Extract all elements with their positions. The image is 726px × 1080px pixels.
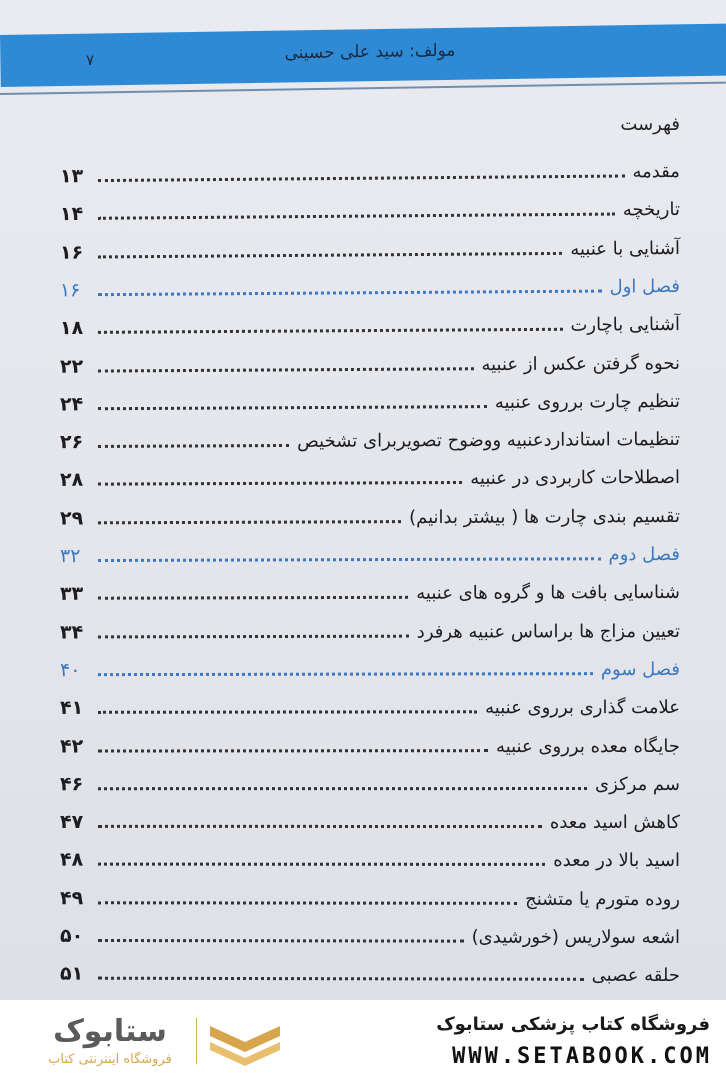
toc-entry-title: تعیین مزاج ها براساس عنبیه هرفرد bbox=[416, 620, 680, 643]
toc-page-number: ۲۲ bbox=[59, 355, 84, 378]
toc-leader-dots bbox=[98, 962, 584, 981]
toc-entry-row[interactable] bbox=[60, 869, 680, 910]
toc-leader-dots bbox=[98, 581, 408, 600]
toc-entry-title: سم مرکزی bbox=[595, 773, 680, 795]
toc-entry-title: جایگاه معده برروی عنبیه bbox=[496, 735, 680, 757]
toc-page-number: ۱۸ bbox=[59, 317, 84, 340]
toc-entry-title: تقسیم بندی چارت ها ( بیشتر بدانیم) bbox=[409, 505, 680, 528]
toc-title: فهرست bbox=[620, 114, 680, 135]
toc-entry-row[interactable] bbox=[60, 448, 680, 491]
toc-chapter-row[interactable] bbox=[60, 525, 680, 567]
toc-page-number: ۲۶ bbox=[59, 431, 84, 454]
chevron-logo-icon bbox=[208, 1022, 282, 1066]
toc-page-number: ۵۱ bbox=[60, 962, 84, 985]
toc-page-number: ۴۷ bbox=[60, 810, 84, 833]
toc-leader-dots bbox=[98, 695, 477, 714]
toc-leader-dots bbox=[98, 542, 601, 562]
toc-page-number: ۵۰ bbox=[60, 924, 84, 947]
toc-entry-title: تنظیمات استانداردعنبیه ووضوح تصویربرای تشخیص bbox=[297, 429, 680, 453]
toc-leader-dots bbox=[98, 848, 545, 866]
toc-entry-row[interactable] bbox=[60, 945, 680, 986]
toc-page-number: ۴۸ bbox=[60, 848, 84, 871]
toc-entry-title: شناسایی بافت ها و گروه های عنبیه bbox=[416, 582, 680, 605]
toc-entry-row[interactable] bbox=[60, 372, 680, 415]
toc-entry-row[interactable] bbox=[60, 334, 680, 378]
header-page-number: ۷ bbox=[85, 50, 95, 70]
toc-entry-title: تاریخچه bbox=[622, 199, 680, 221]
toc-page-number: ۳۳ bbox=[59, 583, 84, 606]
toc-page-number: ۴۲ bbox=[59, 735, 84, 758]
toc-page-number: ۲۹ bbox=[59, 507, 84, 530]
logo-divider bbox=[196, 1018, 197, 1064]
toc-entry-row[interactable] bbox=[60, 831, 680, 871]
toc-leader-dots bbox=[98, 390, 487, 410]
toc-leader-dots bbox=[98, 734, 488, 752]
toc-entry-title: فصل سوم bbox=[600, 658, 680, 681]
toc-entry-row[interactable] bbox=[60, 907, 680, 948]
toc-entry-row[interactable] bbox=[60, 563, 680, 605]
toc-leader-dots bbox=[98, 313, 563, 334]
toc-page-number: ۳۴ bbox=[59, 621, 84, 644]
toc-entry-title: آشنایی با عنبیه bbox=[570, 237, 680, 260]
toc-page-number: ۴۰ bbox=[59, 659, 81, 682]
toc-page-number: ۳۲ bbox=[59, 545, 81, 568]
toc-leader-dots bbox=[98, 159, 625, 182]
toc-entry-title: آشنایی باچارت bbox=[570, 314, 680, 336]
toc-entry-title: فصل دوم bbox=[608, 544, 680, 566]
toc-leader-dots bbox=[98, 352, 474, 372]
toc-page-number: ۱۶ bbox=[59, 279, 81, 302]
toc-page-number: ۱۴ bbox=[59, 203, 84, 226]
toc-leader-dots bbox=[98, 619, 409, 638]
toc-chapter-row[interactable] bbox=[60, 640, 680, 681]
toc-page-number: ۲۴ bbox=[59, 393, 84, 416]
toc-entry-row[interactable] bbox=[60, 793, 680, 833]
toc-entry-row[interactable] bbox=[60, 717, 680, 758]
toc-leader-dots bbox=[98, 924, 464, 943]
toc-page-number: ۴۱ bbox=[59, 697, 84, 720]
toc-page-number: ۱۶ bbox=[59, 241, 84, 264]
toc-leader-dots bbox=[98, 198, 615, 220]
toc-entry-title: تنظیم چارت برروی عنبیه bbox=[494, 390, 680, 413]
toc-entry-title: اصطلاحات کاربردی در عنبیه bbox=[470, 467, 680, 490]
toc-entry-row[interactable] bbox=[60, 678, 680, 719]
toc-entry-title: اشعه سولاریس (خورشیدی) bbox=[471, 926, 681, 948]
store-logo-text: ستابوک bbox=[53, 1014, 167, 1049]
toc-entry-title: فصل اول bbox=[609, 275, 680, 298]
toc-entry-row[interactable] bbox=[60, 410, 680, 453]
toc-page-number: ۲۸ bbox=[59, 469, 84, 492]
toc-entry-title: مقدمه bbox=[632, 161, 680, 183]
toc-leader-dots bbox=[98, 274, 602, 296]
toc-page-number: ۱۳ bbox=[59, 165, 84, 188]
store-name: فروشگاه کتاب پزشکی ستابوک bbox=[436, 1014, 710, 1035]
toc-leader-dots bbox=[98, 429, 289, 448]
toc-entry-title: روده متورم یا متشنج bbox=[525, 888, 681, 910]
store-logo-subtitle: فروشگاه اینترنتی کتاب bbox=[48, 1052, 172, 1067]
toc-leader-dots bbox=[98, 505, 401, 524]
toc-entry-row[interactable] bbox=[60, 602, 680, 644]
toc-entry-title: علامت گذاری برروی عنبیه bbox=[485, 697, 680, 719]
toc-page-number: ۴۹ bbox=[60, 886, 84, 909]
toc-entry-row[interactable] bbox=[60, 295, 680, 339]
toc-leader-dots bbox=[98, 810, 542, 828]
toc-entry-title: اسید بالا در معده bbox=[553, 850, 681, 872]
toc-entry-row[interactable] bbox=[60, 755, 680, 795]
toc-entry-row[interactable] bbox=[60, 180, 680, 225]
toc-entry-row[interactable] bbox=[60, 219, 680, 264]
store-footer bbox=[0, 1000, 726, 1080]
toc-leader-dots bbox=[98, 657, 593, 676]
toc-leader-dots bbox=[98, 772, 587, 790]
toc-page-number: ۴۶ bbox=[59, 773, 84, 796]
toc-entry-title: حلقه عصبی bbox=[591, 965, 681, 987]
toc-entry-title: کاهش اسید معده bbox=[549, 812, 681, 834]
toc-leader-dots bbox=[98, 886, 517, 905]
toc-leader-dots bbox=[98, 466, 462, 486]
toc-leader-dots bbox=[98, 236, 562, 258]
toc-entry-title: نحوه گرفتن عکس از عنبیه bbox=[481, 352, 680, 375]
header-author: مولف: سید علی حسینی bbox=[284, 40, 456, 64]
store-url[interactable]: WWW.SETABOOK.COM bbox=[452, 1044, 712, 1069]
toc-entry-row[interactable] bbox=[60, 487, 680, 529]
